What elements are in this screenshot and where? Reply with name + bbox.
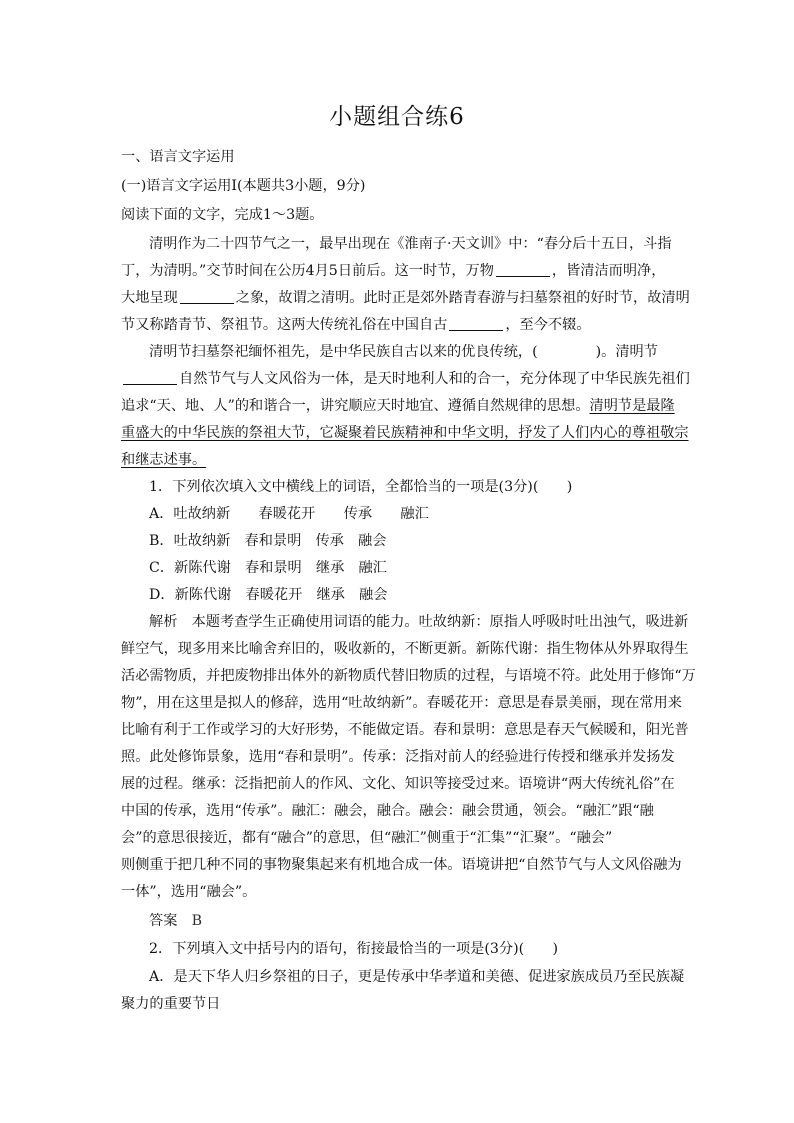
question-1-option-a: A．吐故纳新 春暖花开 传承 融汇 [149,506,429,522]
answer-value: B [191,913,203,929]
fill-blank [496,263,550,277]
analysis-label: 解析 [149,614,178,630]
question-1-option-d: D．新陈代谢 春暖花开 继承 融会 [149,587,388,603]
analysis-line: 比喻有利于工作或学习的大好形势，不能做定语。春和景明：意思是春天气候暖和，阳光普 [121,722,689,738]
analysis-line: 鲜空气，现多用来比喻舍弃旧的，吸收新的，不断更新。新陈代谢：指生物体从外界取得生 [121,641,689,657]
underlined-sentence: 重盛大的中华民族的祭祖大节，它凝聚着民族精神和中华文明，抒发了人们内心的尊祖敬宗 [121,425,689,441]
passage-line: 丁，为清明。”交节时间在公历4月5日前后。这一时节，万物 ，皆清洁而明净， [121,263,666,279]
section-heading: 一、语言文字运用 [121,149,235,165]
question-2-stem: 2．下列填入文中括号内的语句，衔接最恰当的一项是(3分)( ) [149,941,559,957]
passage-line: 清明作为二十四节气之一，最早出现在《淮南子·天文训》中：“春分后十五日，斗指 [149,236,672,252]
question-2-option-a: A．是天下华人归乡祭祖的日子，更是传承中华孝道和美德、促进家族成员乃至民族凝 [149,969,685,985]
fill-blank [180,290,234,304]
passage-line: 清明节扫墓祭祀缅怀祖先，是中华民族自古以来的优良传统，( )。清明节 [149,344,658,360]
answer-label: 答案 [149,913,178,929]
analysis-line: 展的过程。继承：泛指把前人的作风、文化、知识等接受过来。语境讲“两大传统礼俗”在 [121,776,675,792]
analysis-line: 中国的传承，选用“传承”。融汇：融会，融合。融会：融会贯通，领会。“融汇”跟“融 [121,803,654,819]
question-1-option-b: B．吐故纳新 春和景明 传承 融会 [149,533,387,549]
underlined-sentence: 清明节是最隆 [589,398,675,414]
analysis-line: 活必需物质，并把废物排出体外的新物质代替旧物质的过程，与语境不符。此处用于修饰“万 [121,668,696,684]
analysis-line: 一体”，选用“融会”。 [121,884,257,900]
passage-line: 节又称踏青节、祭祖节。这两大传统礼俗在中国自古 ，至今不辍。 [121,317,591,333]
question-1-stem: 1．下列依次填入文中横线上的词语，全都恰当的一项是(3分)( ) [149,479,573,495]
question-1-option-c: C．新陈代谢 春和景明 继承 融汇 [149,560,387,576]
page-title: 小题组合练6 [329,104,465,130]
subsection-heading: (一)语言文字运用Ⅰ(本题共3小题，9分) [121,178,366,194]
instruction-text: 阅读下面的文字，完成1～3题。 [121,207,324,223]
analysis-line: 会”的意思很接近，都有“融合”的意思，但“融汇”侧重于“汇集”“汇聚”。“融会” [121,830,613,846]
passage-line: 大地呈现 之象，故谓之清明。此时正是郊外踏青春游与扫墓祭祖的好时节，故清明 [121,290,690,306]
analysis-line: 解析 本题考查学生正确使用词语的能力。吐故纳新：原指人呼吸时吐出浊气，吸进新 [149,614,689,630]
fill-blank [123,371,177,385]
question-2-option-a-cont: 聚力的重要节日 [121,996,221,1012]
analysis-line: 则侧重于把几种不同的事物聚集起来有机地合成一体。语境讲把“自然节气与人文风俗融为 [121,857,682,873]
underlined-sentence: 和继志述事。 [121,452,207,468]
analysis-line: 物”，用在这里是拟人的修辞，选用“吐故纳新”。春暖花开：意思是春景美丽，现在常用来 [121,695,682,711]
fill-blank [449,317,503,331]
analysis-line: 照。此处修饰景象，选用“春和景明”。传承：泛指对前人的经验进行传授和继承并发扬发 [121,749,675,765]
passage-line: 自然节气与人文风俗为一体，是天时地利人和的合一，充分体现了中华民族先祖们 [121,370,690,388]
passage-line: 追求“天、地、人”的和谐合一，讲究顺应天时地宜、遵循自然规律的思想。清明节是最隆 [121,398,675,414]
answer-line [149,912,202,930]
